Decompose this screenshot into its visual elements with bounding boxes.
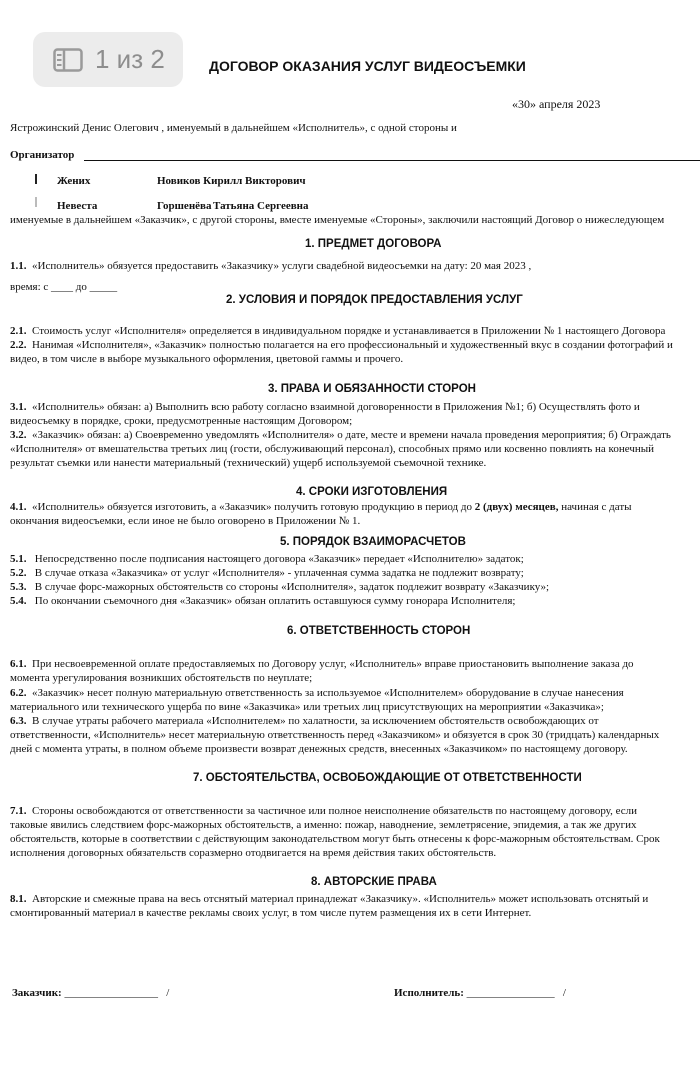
- bride-name: Татьяна Сергеевна: [213, 200, 309, 212]
- section-5-title: 5. ПОРЯДОК ВЗАИМОРАСЧЕТОВ: [280, 536, 466, 548]
- clause-2-1: 2.1. Стоимость услуг «Исполнителя» определяется в индивидуальном порядке и устанавливается в Приложении № 1 настоящего Договора: [10, 325, 666, 337]
- section-1-title: 1. ПРЕДМЕТ ДОГОВОРА: [305, 238, 442, 250]
- section-4-title: 4. СРОКИ ИЗГОТОВЛЕНИЯ: [296, 486, 448, 498]
- clause-4-1-cont: окончания видеосъемки, если иное не было оговорено в Приложении № 1.: [10, 515, 361, 527]
- clause-6-1: 6.1. При несвоевременной оплате предоставляемых по Договору услуг, «Исполнитель» вправе приостановить выполнение заказа до: [10, 658, 634, 670]
- contract-title: ДОГОВОР ОКАЗАНИЯ УСЛУГ ВИДЕОСЪЕМКИ: [209, 58, 526, 74]
- contract-date: «30» апреля 2023: [512, 97, 601, 111]
- clause-5-2: 5.2. В случае отказа «Заказчика» от услуг «Исполнителя» - уплаченная сумма задатка не подлежит возврату;: [10, 567, 524, 579]
- clause-8-1-cont: смонтированный материал в качестве рекламы своих услуг, в том числе путем размещения их в сети Интернет.: [10, 907, 532, 919]
- section-2-title: 2. УСЛОВИЯ И ПОРЯДОК ПРЕДОСТАВЛЕНИЯ УСЛУГ: [226, 294, 523, 306]
- clause-1-1: 1.1. «Исполнитель» обязуется предоставить «Заказчику» услуги свадебной видеосъемки на дату: 20 мая 2023 ,: [10, 260, 532, 272]
- clause-6-3-cont2: дней с момента утраты, в полном объеме произвести возврат денежных средств, внесенных «Заказчиком» по настоящему договору.: [10, 743, 628, 755]
- executor-signature: Исполнитель: ________________ /: [394, 987, 566, 999]
- clause-8-1: 8.1. Авторские и смежные права на весь отснятый материал принадлежат «Заказчику». «Исполнитель» может использовать отснятый и: [10, 893, 649, 905]
- clause-2-2: 2.2. Нанимая «Исполнителя», «Заказчик» полностью полагается на его профессиональный и художественный вкус в создании фотографий и: [10, 339, 673, 351]
- section-3-title: 3. ПРАВА И ОБЯЗАННОСТИ СТОРОН: [268, 383, 476, 395]
- page-indicator[interactable]: [33, 32, 183, 87]
- clause-6-3-cont1: ответственности, «Исполнитель» несет материальную ответственность перед «Заказчиком» и обязуется в срок 30 (тридцать) календарных: [10, 729, 660, 741]
- page-indicator-text: 1 из 2: [95, 44, 165, 74]
- bullet-mark-faint: [35, 197, 37, 207]
- groom-name: Новиков Кирилл Викторович: [157, 175, 306, 187]
- clause-5-1: 5.1. Непосредственно после подписания настоящего договора «Заказчик» передает «Исполнителю» задаток;: [10, 553, 524, 565]
- customer-signature: Заказчик: _________________ /: [12, 987, 170, 999]
- clause-2-2-cont: видео, в том числе в выборе музыкального оформления, цветовой гаммы и прочего.: [10, 353, 404, 365]
- clause-3-1-cont: видеосъемку в порядке, сроки, предусмотренные настоящим Договором;: [10, 415, 353, 427]
- clause-6-1-cont: момента урегулирования возникших обстоятельств по неуплате;: [10, 672, 313, 684]
- bride-surname: Горшенёва: [157, 200, 212, 212]
- time-line: время: с ____ до _____: [10, 281, 118, 293]
- bullet-mark: [35, 174, 37, 184]
- section-6-title: 6. ОТВЕТСТВЕННОСТЬ СТОРОН: [287, 625, 471, 637]
- parties-line: именуемые в дальнейшем «Заказчик», с другой стороны, вместе именуемые «Стороны», заключили настоящий Договор о нижеследующем: [10, 214, 665, 226]
- clause-3-2: 3.2. «Заказчик» обязан: а) Своевременно уведомлять «Исполнителя» о дате, месте и времени начала проведения мероприятия; б) Ограждать: [10, 429, 671, 441]
- section-8-title: 8. АВТОРСКИЕ ПРАВА: [311, 876, 437, 888]
- groom-label: Жених: [57, 175, 91, 187]
- section-7-title: 7. ОБСТОЯТЕЛЬСТВА, ОСВОБОЖДАЮЩИЕ ОТ ОТВЕТСТВЕННОСТИ: [193, 772, 582, 784]
- clause-7-1: 7.1. Стороны освобождаются от ответственности за частичное или полное неисполнение обязательств по настоящему договору, если: [10, 805, 637, 817]
- clause-7-1-cont1: таковые явились следствием форс-мажорных обстоятельств, а именно: пожар, наводнение, землетрясение, эпидемия, а так же других: [10, 819, 637, 831]
- sidebar-icon[interactable]: [53, 48, 83, 72]
- organizer-label: Организатор: [10, 149, 75, 161]
- clause-3-2-cont2: результат съемки или нанести материальный (технический) ущерб используемой съемочной технике.: [10, 457, 487, 469]
- clause-3-1: 3.1. «Исполнитель» обязан: а) Выполнить всю работу согласно взаимной договоренности в Приложения №1; б) Осуществлять фото и: [10, 401, 640, 413]
- intro-line: Ястрожинский Денис Олегович , именуемый в дальнейшем «Исполнитель», с одной стороны и: [10, 122, 457, 134]
- clause-7-1-cont3: исполнения договорных обязательств соразмерно отодвигается на время действия таких обстоятельств.: [10, 847, 497, 859]
- clause-3-2-cont1: «Исполнителя» от вмешательства третьих лиц (гости, обслуживающий персонал), способных прямо или косвенно повлиять на конечный: [10, 443, 655, 455]
- clause-5-3: 5.3. В случае форс-мажорных обстоятельств со стороны «Исполнителя», задаток подлежит возврату «Заказчику»;: [10, 581, 550, 593]
- clause-7-1-cont2: обстоятельств, которые в соответствии с действующим законодательством могут быть отнесены к форс-мажорным обстоятельствам. Срок: [10, 833, 660, 845]
- clause-6-2: 6.2. «Заказчик» несет полную материальную ответственность за используемое «Исполнителем» оборудование в случае нанесения: [10, 687, 624, 699]
- organizer-field-line: [84, 160, 700, 161]
- clause-6-3: 6.3. В случае утраты рабочего материала «Исполнителем» по халатности, за исключением обстоятельств освобождающих от: [10, 715, 599, 727]
- clause-4-1: 4.1. «Исполнитель» обязуется изготовить, а «Заказчик» получить готовую продукцию в период до 2 (двух) месяцев, начиная с даты: [10, 501, 632, 513]
- clause-5-4: 5.4. По окончании съемочного дня «Заказчик» обязан оплатить оставшуюся сумму гонорара Исполнителя;: [10, 595, 516, 607]
- bride-label: Невеста: [57, 200, 98, 212]
- clause-6-2-cont: материального или технического ущерба по вине «Заказчика» или третьих лиц присутствующих на мероприятии «Заказчика»;: [10, 701, 604, 713]
